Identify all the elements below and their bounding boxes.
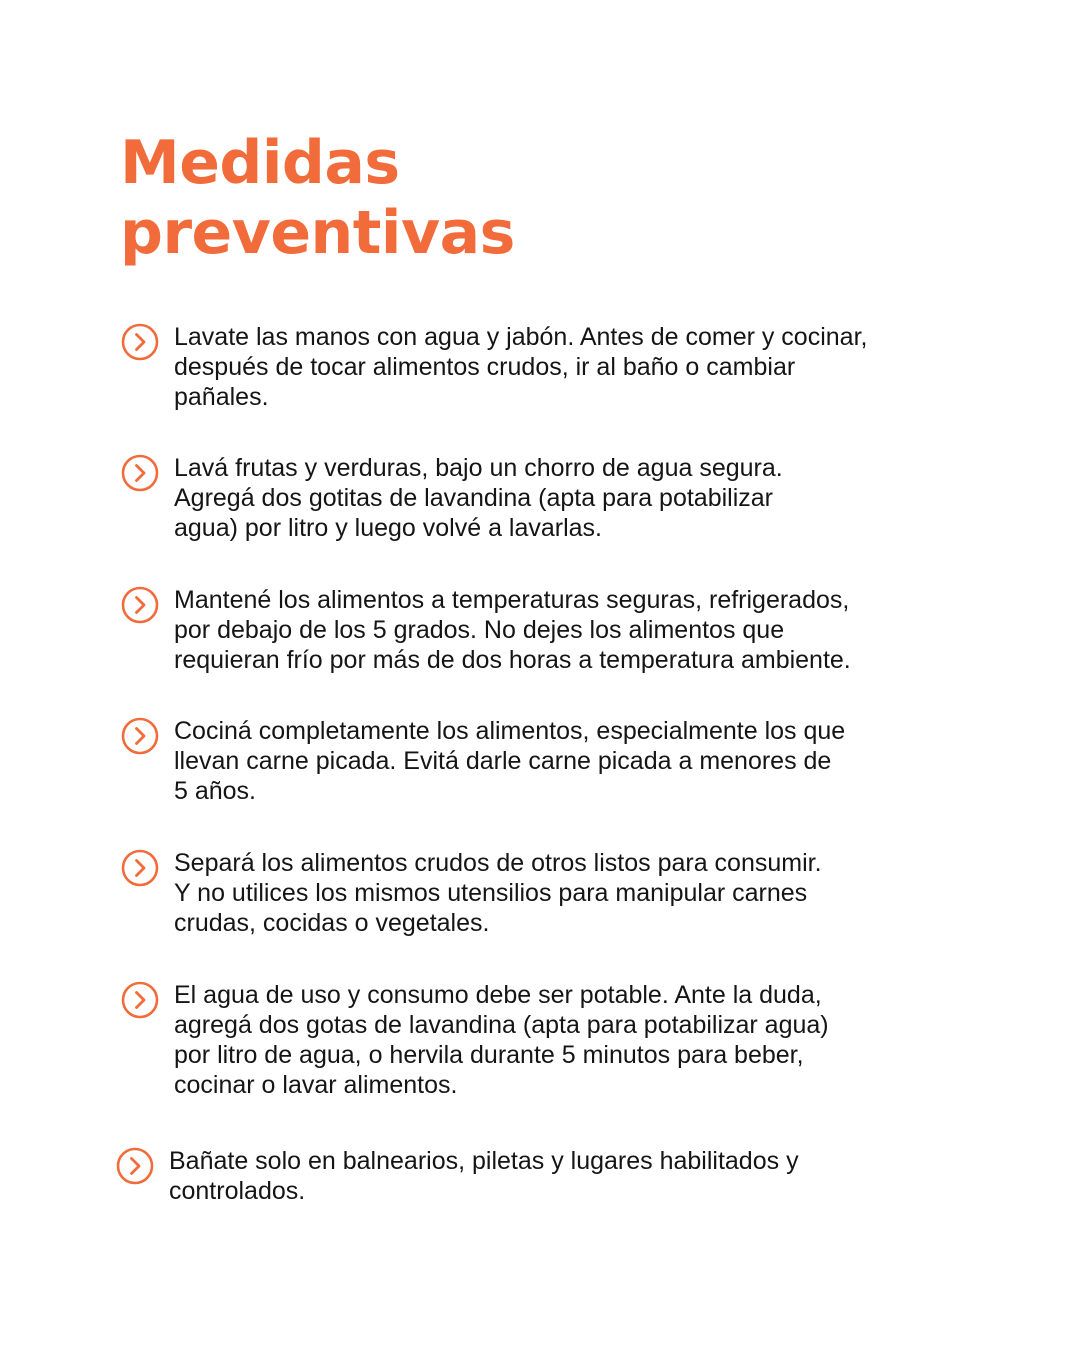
list-item-text — [174, 980, 954, 1100]
list-item — [120, 716, 960, 806]
list-item-line: Lavate las manos con agua y jabón. Antes de comer y cocinar, — [174, 323, 868, 351]
chevron-right-circle-icon — [120, 980, 160, 1020]
list-item-line: Y no utilices los mismos utensilios para manipular carnes — [174, 879, 808, 907]
list-item-line: 5 años. — [174, 777, 257, 805]
list-item-line: agua) por litro y luego volvé a lavarlas. — [174, 514, 603, 542]
chevron-right-circle-icon — [120, 848, 160, 888]
list-item — [120, 453, 960, 543]
list-item — [120, 585, 960, 675]
chevron-right-circle-icon — [120, 716, 160, 756]
list-item-line: Cociná completamente los alimentos, especialmente los que — [174, 717, 846, 745]
list-item-line: Separá los alimentos crudos de otros listos para consumir. — [174, 849, 822, 877]
list-item — [120, 322, 960, 412]
list-item — [115, 1146, 955, 1206]
list-item-line: llevan carne picada. Evitá darle carne picada a menores de — [174, 747, 832, 775]
list-item-text — [169, 1146, 949, 1206]
list-item-line: Agregá dos gotitas de lavandina (apta para potabilizar — [174, 484, 774, 512]
list-item-line: después de tocar alimentos crudos, ir al baño o cambiar — [174, 353, 796, 381]
list-item-text — [174, 322, 954, 412]
page-title-line-1: Medidas — [120, 128, 400, 198]
list-item-text — [174, 585, 954, 675]
list-item-line: Lavá frutas y verduras, bajo un chorro de agua segura. — [174, 454, 783, 482]
list-item-text — [174, 453, 954, 543]
list-item-line: por litro de agua, o hervila durante 5 minutos para beber, — [174, 1041, 804, 1069]
list-item-line: controlados. — [169, 1177, 306, 1205]
list-item-text — [174, 848, 954, 938]
list-item-line: requieran frío por más de dos horas a temperatura ambiente. — [174, 646, 851, 674]
list-item-line: El agua de uso y consumo debe ser potable. Ante la duda, — [174, 981, 822, 1009]
list-item-line: agregá dos gotas de lavandina (apta para potabilizar agua) — [174, 1011, 829, 1039]
chevron-right-circle-icon — [115, 1146, 155, 1186]
chevron-right-circle-icon — [120, 453, 160, 493]
list-item-line: crudas, cocidas o vegetales. — [174, 909, 490, 937]
list-item-text — [174, 716, 954, 806]
list-item-line: Mantené los alimentos a temperaturas seguras, refrigerados, — [174, 586, 850, 614]
page-title — [120, 128, 820, 268]
list-item-line: Bañate solo en balnearios, piletas y lugares habilitados y — [169, 1147, 799, 1175]
chevron-right-circle-icon — [120, 322, 160, 362]
list-item-line: pañales. — [174, 383, 269, 411]
list-item — [120, 980, 960, 1100]
list-item-line: por debajo de los 5 grados. No dejes los alimentos que — [174, 616, 785, 644]
list-item-line: cocinar o lavar alimentos. — [174, 1071, 458, 1099]
page-title-line-2: preventivas — [120, 198, 515, 268]
list-item — [120, 848, 960, 938]
chevron-right-circle-icon — [120, 585, 160, 625]
